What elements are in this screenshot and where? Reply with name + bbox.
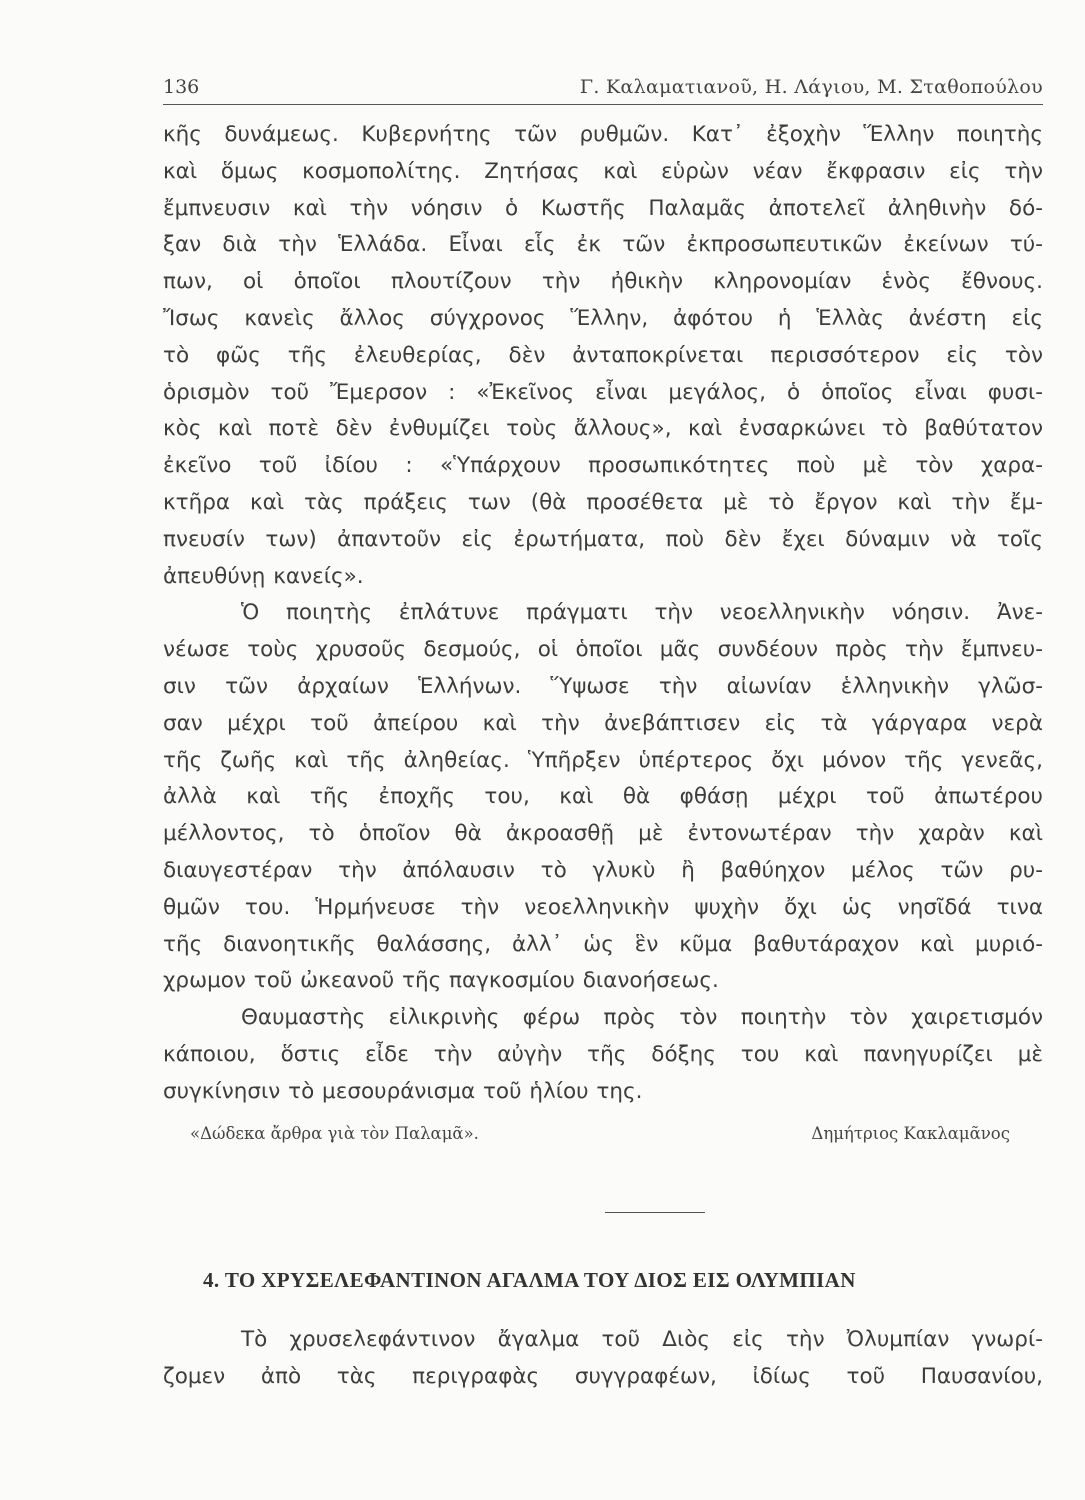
text-line: ἀλλὰ καὶ τῆς ἐποχῆς του, καὶ θὰ φθάσῃ μέχρι τοῦ ἀπωτέρου [163, 784, 1043, 810]
text-line: διαυγεστέραν τὴν ἀπόλαυσιν τὸ γλυκὺ ἢ βαθύηχον μέλος τῶν ρυ- [163, 857, 1043, 883]
text-line: ἔμπνευσιν καὶ τὴν νόησιν ὁ Κωστῆς Παλαμᾶς ἀποτελεῖ ἀληθινὴν δό- [163, 195, 1043, 221]
text-line: πνευσίν των) ἀπαντοῦν εἰς ἐρωτήματα, ποὺ δὲν ἔχει δύναμιν νὰ τοῖς [163, 526, 1043, 552]
section-divider [605, 1212, 705, 1213]
section-heading: 4. ΤΟ ΧΡΥΣΕΛΕΦΑΝΤΙΝΟΝ ΑΓΑΛΜΑ ΤΟΥ ΔΙΟΣ ΕΙΣ ΟΛΥΜΠΙΑΝ [203, 1268, 856, 1292]
text-line: τὸ φῶς τῆς ἐλευθερίας, δὲν ἀνταποκρίνεται περισσότερον εἰς τὸν [163, 342, 1043, 368]
paragraph-2 [163, 595, 1043, 1000]
text-line: σιν τῶν ἀρχαίων Ἑλλήνων. Ὕψωσε τὴν αἰωνίαν ἑλληνικὴν γλῶσ- [163, 673, 1043, 699]
section-text [163, 1322, 1043, 1396]
citation-source: «Δώδεκα ἄρθρα γιὰ τὸν Παλαμᾶ». [190, 1124, 479, 1143]
page-number: 136 [163, 76, 200, 98]
main-text [163, 117, 1043, 1111]
text-line: ὁρισμὸν τοῦ Ἔμερσον : «Ἐκεῖνος εἶναι μεγάλος, ὁ ὁποῖος εἶναι φυσι- [163, 379, 1043, 405]
text-line: χρωμον τοῦ ὠκεανοῦ τῆς παγκοσμίου διανοήσεως. [163, 968, 719, 994]
paragraph-3 [163, 1000, 1043, 1110]
text-line: κάποιου, ὅστις εἶδε τὴν αὐγὴν τῆς δόξης του καὶ πανηγυρίζει μὲ [163, 1041, 1043, 1067]
text-line: Θαυμαστὴς εἰλικρινὴς φέρω πρὸς τὸν ποιητὴν τὸν χαιρετισμόν [241, 1005, 1043, 1031]
text-line: κτῆρα καὶ τὰς πράξεις των (θὰ προσέθετα μὲ τὸ ἔργον καὶ τὴν ἔμ- [163, 489, 1043, 515]
text-line: ἀπευθύνῃ κανείς». [163, 563, 364, 589]
text-line: κῆς δυνάμεως. Κυβερνήτης τῶν ρυθμῶν. Κατ᾽ ἐξοχὴν Ἕλλην ποιητὴς [163, 122, 1043, 147]
paragraph-1 [163, 117, 1043, 595]
text-line: Ἴσως κανεὶς ἄλλος σύγχρονος Ἕλλην, ἀφότου ἡ Ἑλλὰς ἀνέστη εἰς [163, 305, 1043, 331]
text-line: ζομεν ἀπὸ τὰς περιγραφὰς συγγραφέων, ἰδίως τοῦ Παυσανίου, [163, 1363, 1043, 1389]
text-line: καὶ ὅμως κοσμοπολίτης. Ζητήσας καὶ εὑρὼν νέαν ἔκφρασιν εἰς τὴν [163, 158, 1043, 184]
text-line: Τὸ χρυσελεφάντινον ἄγαλμα τοῦ Διὸς εἰς τὴν Ὀλυμπίαν γνωρί- [241, 1327, 1043, 1352]
text-line: συγκίνησιν τὸ μεσουράνισμα τοῦ ἡλίου της. [163, 1078, 643, 1104]
text-line: πων, οἱ ὁποῖοι πλουτίζουν τὴν ἠθικὴν κληρονομίαν ἑνὸς ἔθνους. [163, 269, 1043, 295]
text-line: θμῶν του. Ἡρμήνευσε τὴν νεοελληνικὴν ψυχὴν ὄχι ὡς νησῖδά τινα [163, 894, 1043, 920]
text-line: ἐκεῖνο τοῦ ἰδίου : «Ὑπάρχουν προσωπικότητες ποὺ μὲ τὸν χαρα- [163, 453, 1043, 479]
text-line: τῆς διανοητικῆς θαλάσσης, ἀλλ᾽ ὡς ἓν κῦμα βαθυτάραχον καὶ μυριό- [163, 931, 1043, 957]
text-line: σαν μέχρι τοῦ ἀπείρου καὶ τὴν ἀνεβάπτισεν εἰς τὰ γάργαρα νερὰ [163, 710, 1043, 736]
running-title: Γ. Καλαματιανοῦ, Η. Λάγιου, Μ. Σταθοπούλου [579, 76, 1043, 98]
running-header [163, 68, 1043, 105]
text-line: Ὁ ποιητὴς ἐπλάτυνε πράγματι τὴν νεοελληνικὴν νόησιν. Ἀνε- [241, 600, 1043, 626]
text-line: κὸς καὶ ποτὲ δὲν ἐνθυμίζει τοὺς ἄλλους», καὶ ἐνσαρκώνει τὸ βαθύτατον [163, 416, 1043, 442]
text-line: νέωσε τοὺς χρυσοῦς δεσμούς, οἱ ὁποῖοι μᾶς συνδέουν πρὸς τὴν ἔμπνευ- [163, 637, 1043, 663]
text-line: ξαν διὰ τὴν Ἑλλάδα. Εἶναι εἷς ἐκ τῶν ἐκπροσωπευτικῶν ἐκείνων τύ- [163, 232, 1043, 258]
citation-author: Δημήτριος Κακλαμᾶνος [811, 1124, 1010, 1143]
text-line: μέλλοντος, τὸ ὁποῖον θὰ ἀκροασθῇ μὲ ἐντονωτέραν τὴν χαρὰν καὶ [163, 821, 1043, 847]
text-line: τῆς ζωῆς καὶ τῆς ἀληθείας. Ὑπῆρξεν ὑπέρτερος ὄχι μόνον τῆς γενεᾶς, [163, 747, 1043, 773]
